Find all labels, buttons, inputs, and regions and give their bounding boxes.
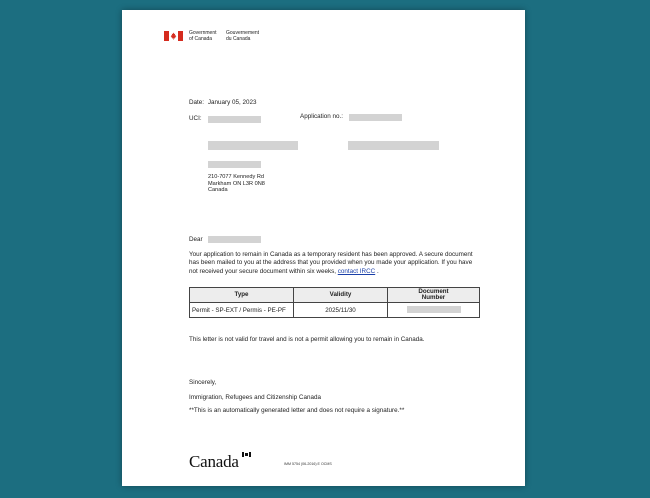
document-number-cell (388, 303, 480, 318)
date-label: Date: (189, 99, 205, 106)
government-fr-signature (226, 31, 259, 42)
gov-fr-line1: Gouvernement (226, 30, 260, 36)
recipient-name-redaction-2 (348, 141, 439, 150)
permit-type-cell: Permit - SP-EXT / Permis - PE-PF (190, 303, 294, 318)
paragraph-end: . (375, 267, 379, 275)
gov-en-line2: of Canada (189, 35, 213, 42)
address-line3: Canada (208, 187, 228, 194)
header-document-number: Document Number (388, 288, 480, 303)
application-label: Application no.: (300, 113, 344, 120)
canada-flag-icon (164, 31, 183, 41)
permit-validity-cell: 2025/11/30 (294, 303, 388, 318)
contact-ircc-link[interactable]: contact IRCC (337, 267, 376, 275)
auto-generated-note: **This is an automatically generated letter and does not require a signature.** (189, 407, 405, 414)
signature-department: Immigration, Refugees and Citizenship Canada (189, 394, 321, 401)
salutation-name-redaction (208, 236, 261, 243)
document-number-redaction (407, 306, 461, 313)
table-header-row (190, 288, 480, 303)
permit-table (189, 287, 480, 318)
closing: Sincerely, (189, 379, 217, 386)
application-redaction (349, 114, 402, 121)
recipient-name-redaction (208, 141, 298, 150)
approval-text: Your application to remain in Canada as a temporary resident has been approved. A secure document has been mailed to you at the address that you provided when you made your application. If you have not received your secure document within six weeks, (189, 251, 473, 275)
table-row (190, 303, 480, 318)
address-redaction (208, 161, 261, 168)
uci-label: UCI: (189, 115, 202, 122)
government-en-signature (189, 31, 217, 42)
wordmark-flag-icon (242, 452, 251, 457)
approval-paragraph (189, 251, 479, 276)
salutation: Dear (189, 236, 203, 243)
header-type: Type (190, 288, 294, 303)
address-line1: 210-7077 Kennedy Rd (208, 174, 264, 180)
canada-wordmark: Canada (189, 452, 239, 471)
form-number: IMM 5754 (06-2016) E OCMS (284, 462, 332, 466)
gov-fr-line2: du Canada (226, 35, 251, 42)
address-line2: Markham ON L3R 0N8 (208, 180, 265, 187)
recipient-address (208, 174, 265, 194)
letter-date (189, 99, 256, 107)
gov-en-line1: Government (189, 30, 217, 36)
uci-redaction (208, 116, 261, 123)
letter-page (122, 10, 525, 486)
header-validity: Validity (294, 288, 388, 303)
validity-note: This letter is not valid for travel and is not a permit allowing you to remain in Canada. (189, 336, 425, 343)
date-value: January 05, 2023 (207, 99, 257, 106)
